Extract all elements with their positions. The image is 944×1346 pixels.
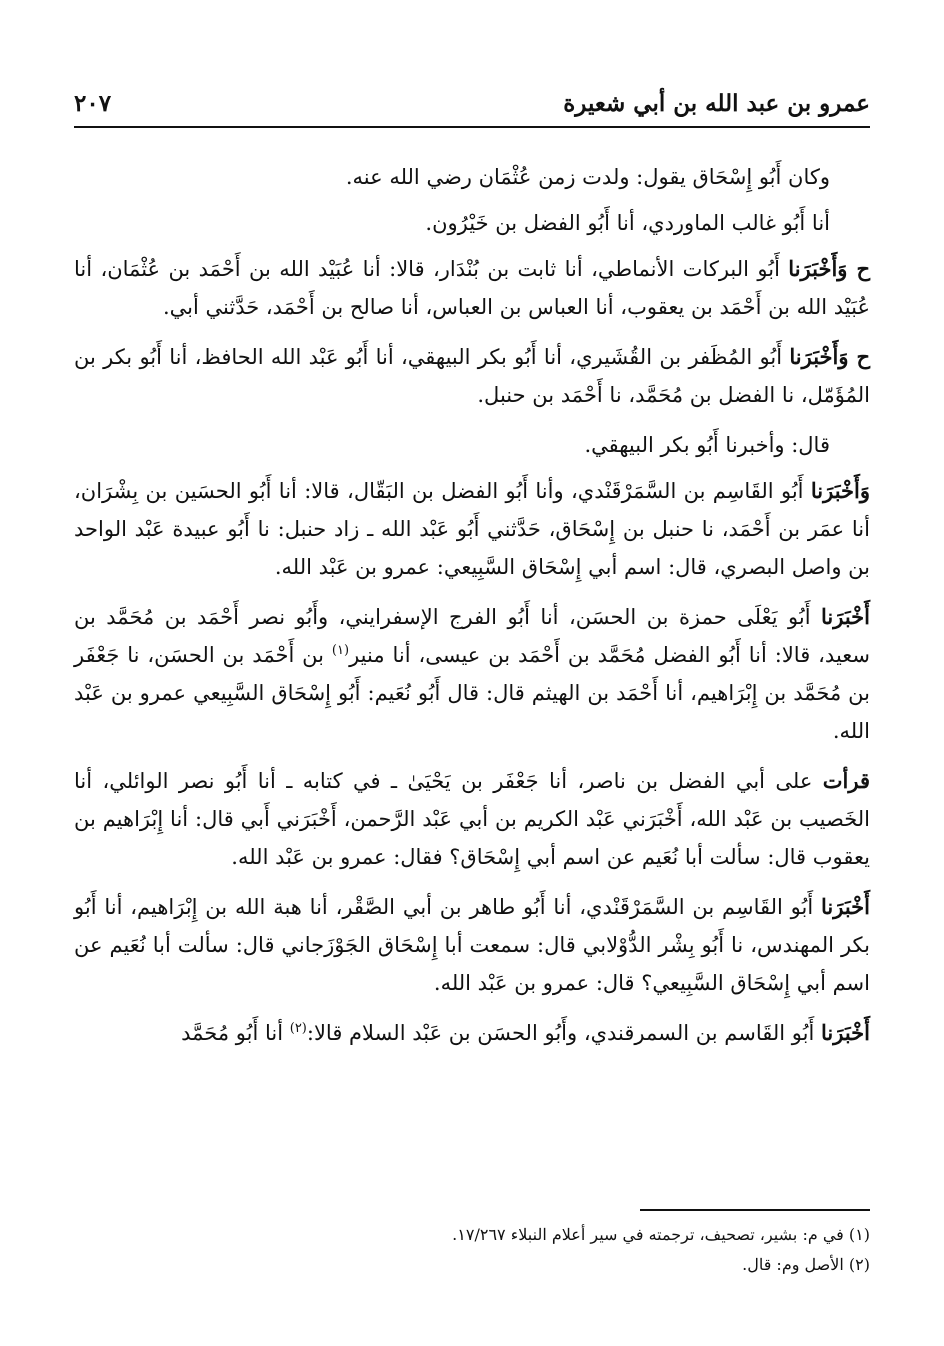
running-header [74, 86, 870, 132]
paragraph-lead: قرأت [822, 768, 870, 793]
footnote-mark: (١) [848, 1225, 870, 1244]
paragraph: ح وَأَخْبَرَنا أَبُو المُظَفر بن القُشَيري، أنا أَبُو بكر البيهقي، أنا أَبُو عَبْد الله الحافظ، أنا أَبُو بكر بن المُؤَمّل، نا الفضل بن مُحَمَّد، نا أَحْمَد بن حنبل. [74, 344, 871, 407]
running-title: عمرو بن عبد الله بن أبي شعيرة [563, 90, 870, 117]
paragraph: أَخْبَرَنا أَبُو يَعْلَى حمزة بن الحسَن، أنا أَبُو الفرج الإسفرايني، وأَبُو نصر أَحْمَد بن مُحَمَّد بن سعيد، قالا: أنا أَبُو الفضل مُحَمَّد بن أَحْمَد بن عيسى، أنا منير$^{(١)}$ بن أَحْمَد بن الحسَن، نا جَعْفَر بن مُحَمَّد بن إِبْرَاهيم، أنا أَحْمَد بن الهيثم قال: قال أَبُو نُعَيم: أَبُو إِسْحَاق السَّبِيعي عمرو بن عَبْد الله. [74, 604, 871, 743]
header-rule [74, 126, 870, 128]
paragraph: قرأت على أبي الفضل بن ناصر، أنا جَعْفَر بن يَحْيَىٰ ـ في كتابه ـ أنا أَبُو نصر الوائلي، أنا الخَصيب بن عَبْد الله، أَخْبَرَني عَبْد الكريم بن أبي عَبْد الرَّحمن، أَخْبَرَني أَبي قال: أنا إِبْرَاهيم بن يعقوب قال: سألت أبا نُعَيم عن اسم أبي إِسْحَاق؟ فقال: عمرو بن عَبْد الله. [74, 768, 870, 869]
paragraph: قال: وأخبرنا أَبُو بكر البيهقي. [584, 433, 830, 457]
paragraph-lead: أَخْبَرَنا [821, 1020, 870, 1045]
paragraph-lead: أَخْبَرَنا [821, 604, 870, 629]
footnote-ref[interactable]: (٢) [289, 1021, 307, 1036]
footnote-ref[interactable]: (١) [331, 643, 350, 658]
paragraph: أَخْبَرَنا أَبُو القَاسم بن السمرقندي، وأَبُو الحسَن بن عَبْد السلام قالا:$^{(٢)}$ أنا أَبُو مُحَمَّد [181, 1020, 870, 1045]
main-text [74, 158, 870, 1064]
footnotes [74, 1220, 870, 1280]
paragraph-lead: ح وَأَخْبَرَنا [788, 256, 870, 281]
paragraph: وَأَخْبَرَنا أَبُو القَاسِم بن السَّمَرْقَنْدي، وأنا أَبُو الفضل بن البَقّال، قالا: أنا أَبُو الحسَين بن بِشْرَان، أنا عمَر بن أَحْمَد، نا حنبل بن إِسْحَاق، حَدَّثني أَبُو عَبْد الله ـ زاد حنبل: نا أَبُو عبيدة عَبْد الواحد بن واصل البصري، قال: اسم أبي إِسْحَاق السَّبِيعي: عمرو بن عَبْد الله. [74, 478, 870, 579]
footnote-rule [640, 1209, 870, 1211]
paragraph: وكان أَبُو إِسْحَاق يقول: ولدت زمن عُثْمَان رضي الله عنه. [345, 165, 830, 189]
paragraph-lead: ح وَأَخْبَرَنا [789, 344, 871, 369]
paragraph: أنا أَبُو غالب الماوردي، أنا أَبُو الفضل بن خَيْرُون. [425, 211, 830, 235]
footnote-mark: (٢) [848, 1255, 870, 1274]
page-number: ٢٠٧ [74, 90, 112, 117]
paragraph: أَخْبَرَنا أَبُو القَاسِم بن السَّمَرْقَنْدي، أنا أَبُو طاهر بن أبي الصَّقْر، أنا هبة الله بن إِبْرَاهيم، أنا أَبُو بكر المهندس، نا أَبُو بِشْر الدُّوْلابي قال: سمعت أبا إِسْحَاق الجَوْزَجاني قال: سألت أبا نُعَيم عن اسم أبي إِسْحَاق السَّبِيعي؟ قال: عمرو بن عَبْد الله. [74, 894, 870, 995]
paragraph: ح وَأَخْبَرَنا أَبُو البركات الأنماطي، أنا ثابت بن بُنْدَار، قالا: أنا عُبَيْد الله بن أَحْمَد بن عُثْمَان، أنا عُبَيْد الله بن أَحْمَد بن يعقوب، أنا العباس بن العباس، أنا صالح بن أَحْمَد، حَدَّثني أبي. [74, 256, 870, 319]
footnote: (٢) الأصل وم: قال. [742, 1255, 870, 1274]
paragraph-lead: أَخْبَرَنا [821, 894, 870, 919]
footnote: (١) في م: بشير، تصحيف، ترجمته في سير أعلام النبلاء ١٧/٢٦٧. [452, 1225, 870, 1244]
paragraph-lead: وَأَخْبَرَنا [810, 478, 870, 503]
